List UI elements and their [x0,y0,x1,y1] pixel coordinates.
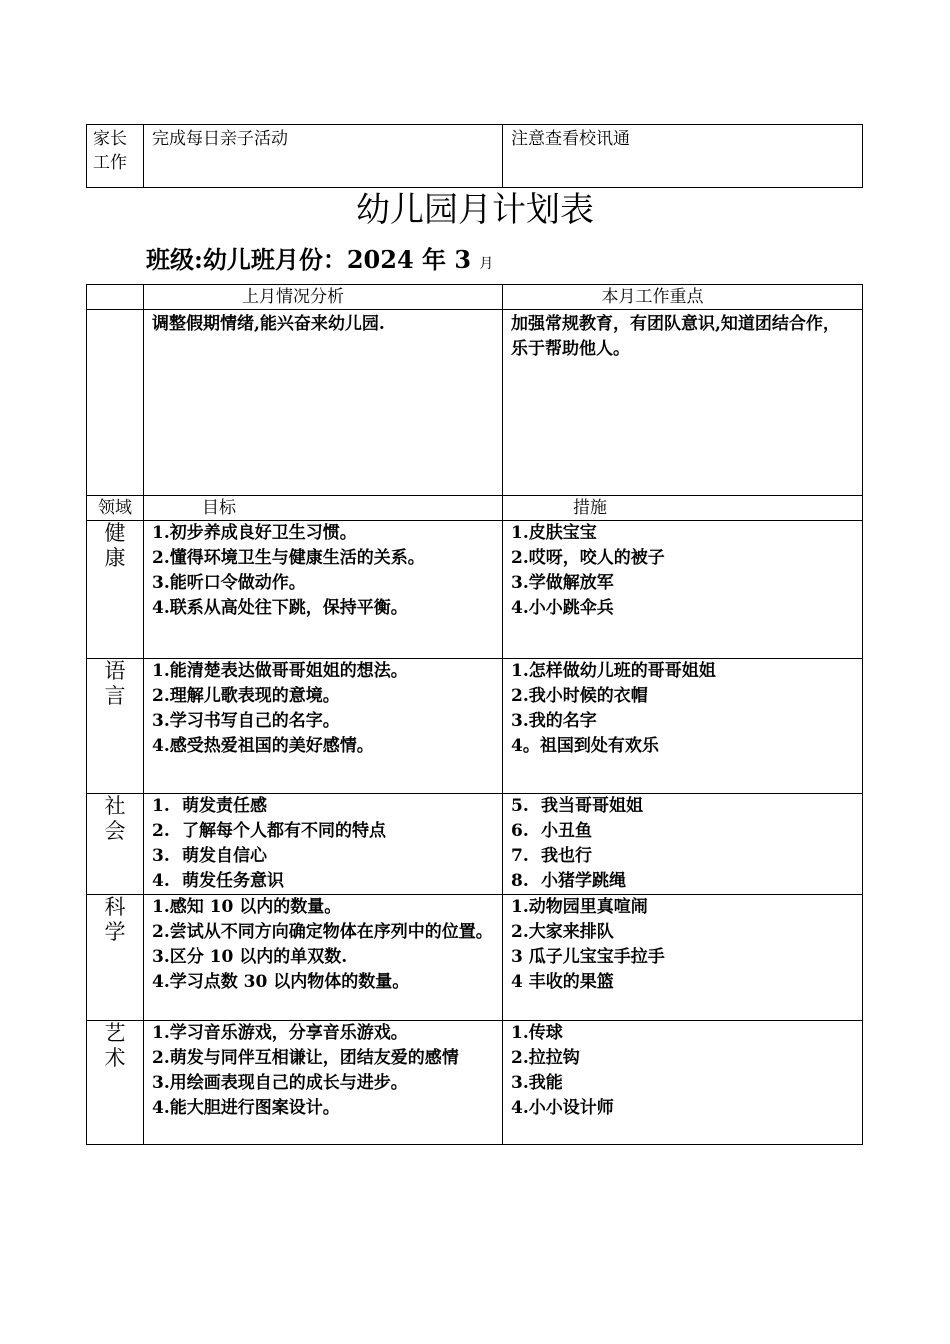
goal-item: 4.感受热爱祖国的美好感情。 [152,736,374,756]
measure-item: 3.学做解放军 [511,573,614,593]
domain-char: 学 [104,920,126,944]
measure-item: 2.拉拉钩 [511,1048,580,1068]
monthly-plan-table [86,284,863,1145]
measure-item: 4 丰收的果篮 [511,972,614,992]
measure-item: 2.哎呀，咬人的被子 [511,548,665,568]
header-focus: 本月工作重点 [503,285,863,310]
domain-char: 社 [104,794,126,818]
measure-item: 2.大家来排队 [511,922,614,942]
goal-item: 1.初步养成良好卫生习惯。 [152,523,357,543]
parent-work-right: 注意查看校讯通 [503,125,863,188]
goal-number: 3. [152,846,170,866]
goal-item: 1.能清楚表达做哥哥姐姐的想法。 [152,661,408,681]
measure-number: 8. [511,871,529,891]
goal-item: 4.学习点数 30 以内物体的数量。 [152,972,410,992]
measure-text: 我当哥哥姐姐 [541,796,643,816]
domain-char: 会 [104,819,126,843]
measure-item: 1.怎样做幼儿班的哥哥姐姐 [511,661,716,681]
domain-science [87,895,144,1021]
parent-work-table [86,124,863,188]
language-goals [144,659,503,794]
measure-item [511,794,854,819]
header-empty-cell [87,285,144,310]
measure-item [511,844,854,869]
goal-number: 2. [152,821,170,841]
health-goals [144,521,503,659]
goal-item: 2.萌发与同伴互相谦让，团结友爱的感情 [152,1048,459,1068]
measure-item [511,869,854,894]
domain-health [87,521,144,659]
goals-header: 目标 [144,496,503,521]
measure-item [511,819,854,844]
goal-item [152,819,494,844]
goal-item: 2.懂得环境卫生与健康生活的关系。 [152,548,425,568]
domain-char: 语 [104,659,126,683]
month-focus: 加强常规教育，有团队意识,知道团结合作，乐于帮助他人。 [503,310,863,496]
science-measures [503,895,863,1021]
header-last-month: 上月情况分析 [144,285,503,310]
domain-society [87,794,144,895]
measure-item: 3.我能 [511,1073,563,1093]
measure-number: 6. [511,821,529,841]
goal-item: 1.感知 10 以内的数量。 [152,897,342,917]
goal-item: 4.能大胆进行图案设计。 [152,1098,340,1118]
domain-char: 康 [104,546,126,570]
last-month-analysis: 调整假期情绪,能兴奋来幼儿园. [144,310,503,496]
goal-item [152,794,494,819]
analysis-empty-cell [87,310,144,496]
measure-number: 7. [511,846,529,866]
society-goals [144,794,503,895]
goal-text: 了解每个人都有不同的特点 [182,821,386,841]
domain-header: 领域 [87,496,144,521]
domain-art [87,1021,144,1145]
goal-number: 1. [152,796,170,816]
parent-work-label: 家长工作 [87,125,144,188]
measure-text: 小丑鱼 [541,821,592,841]
measure-item: 2.我小时候的衣帽 [511,686,648,706]
measure-item: 4。祖国到处有欢乐 [511,736,659,756]
goal-item: 2.理解儿歌表现的意境。 [152,686,340,706]
goal-text: 萌发自信心 [182,846,267,866]
domain-char: 科 [104,895,126,919]
goal-text: 萌发责任感 [182,796,267,816]
measure-item: 1.动物园里真喧闹 [511,897,648,917]
measure-item: 1.皮肤宝宝 [511,523,597,543]
measure-item: 1.传球 [511,1023,563,1043]
goal-item: 4.联系从高处往下跳，保持平衡。 [152,598,408,618]
goal-item: 3.区分 10 以内的单双数. [152,947,348,967]
art-measures [503,1021,863,1145]
month-suffix: 月 [479,256,494,272]
domain-char: 术 [104,1046,126,1070]
science-goals [144,895,503,1021]
class-month-line [146,243,493,281]
goal-item: 1.学习音乐游戏，分享音乐游戏。 [152,1023,408,1043]
measures-header: 措施 [503,496,863,521]
measure-text: 小猪学跳绳 [541,871,626,891]
page-title: 幼儿园月计划表 [356,190,594,230]
measure-item: 4.小小设计师 [511,1098,614,1118]
goal-item [152,844,494,869]
measure-item: 4.小小跳伞兵 [511,598,614,618]
goal-text: 萌发任务意识 [182,871,284,891]
domain-char: 健 [104,521,126,545]
society-measures [503,794,863,895]
goal-number: 4. [152,871,170,891]
art-goals [144,1021,503,1145]
parent-work-left: 完成每日亲子活动 [144,125,503,188]
goal-item: 3.能听口令做动作。 [152,573,306,593]
goal-item: 3.用绘画表现自己的成长与进步。 [152,1073,408,1093]
domain-language [87,659,144,794]
class-month-text: 班级:幼儿班月份：2024 年 3 [146,245,480,274]
measure-text: 我也行 [541,846,592,866]
domain-char: 言 [104,684,126,708]
measure-item: 3.我的名字 [511,711,597,731]
language-measures [503,659,863,794]
goal-item: 2.尝试从不同方向确定物体在序列中的位置。 [152,922,493,942]
measure-item: 3 瓜子儿宝宝手拉手 [511,947,665,967]
measure-number: 5. [511,796,529,816]
goal-item: 3.学习书写自己的名字。 [152,711,340,731]
goal-item [152,869,494,894]
health-measures [503,521,863,659]
domain-char: 艺 [104,1021,126,1045]
